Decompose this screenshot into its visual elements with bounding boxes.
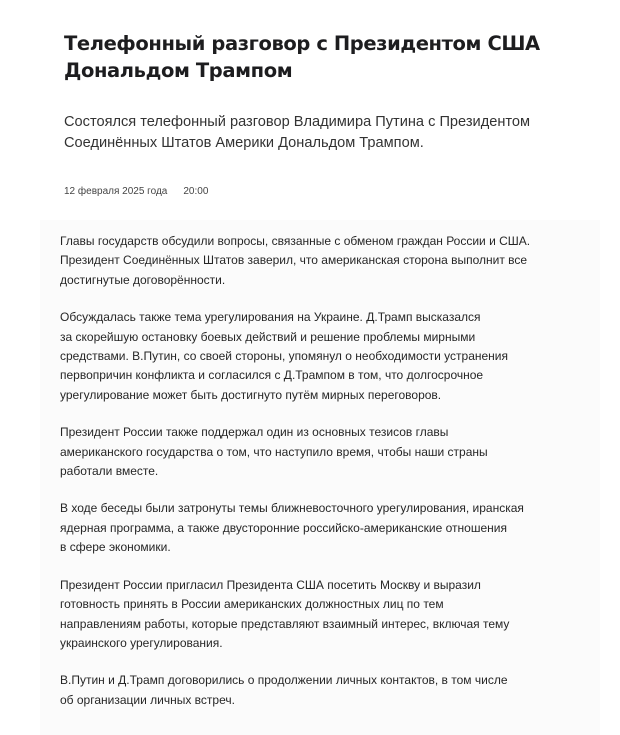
paragraph-line: американского государства о том, что наступило время, чтобы наши страны: [60, 444, 488, 459]
paragraph-line: В.Путин и Д.Трамп договорились о продолжении личных контактов, в том числе: [60, 673, 508, 688]
article-meta: [64, 185, 584, 199]
paragraph-line: Президент России также поддержал один из основных тезисов главы: [60, 425, 449, 440]
article-paragraph: [60, 423, 560, 481]
paragraph-line: средствами. В.Путин, со своей стороны, упомянул о необходимости устранения: [60, 349, 508, 364]
page-title-line-1: Телефонный разговор с Президентом США: [64, 32, 540, 55]
paragraph-line: за скорейшую остановку боевых действий и решение проблемы мирными: [60, 329, 476, 344]
paragraph-line: направлениям работы, которые представляют взаимный интерес, включая тему: [60, 616, 510, 631]
paragraph-line: Обсуждалась также тема урегулирования на Украине. Д.Трамп высказался: [60, 310, 481, 325]
article-paragraph: [60, 576, 560, 654]
article-paragraph: [60, 232, 560, 290]
paragraph-line: первопричин конфликта и согласился с Д.Трампом в том, что долгосрочное: [60, 368, 484, 383]
paragraph-line: Главы государств обсудили вопросы, связанные с обменом граждан России и США.: [60, 234, 531, 248]
paragraph-line: В ходе беседы были затронуты темы ближневосточного урегулирования, иранская: [60, 501, 524, 516]
paragraph-line: урегулирование может быть достигнуто путём мирных переговоров.: [60, 387, 442, 402]
page-title-line-2: Дональдом Трампом: [64, 59, 293, 82]
article-lead-line-2: Соединённых Штатов Америки Дональдом Трампом.: [64, 135, 424, 151]
paragraph-line: достигнутые договорённости.: [60, 272, 226, 287]
article-header: [64, 30, 584, 199]
article-paragraph: [60, 499, 560, 557]
article-body: [60, 232, 560, 728]
paragraph-line: в сфере экономики.: [60, 540, 171, 555]
paragraph-line: Президент России пригласил Президента США посетить Москву и выразил: [60, 577, 481, 592]
paragraph-line: Президент Соединённых Штатов заверил, что американская сторона выполнит все: [60, 253, 528, 268]
paragraph-line: готовность принять в России американских должностных лиц по тем: [60, 597, 444, 612]
publication-date: 12 февраля 2025 года: [64, 186, 168, 197]
page-title: [64, 30, 584, 84]
article-lead: [64, 112, 584, 154]
article-paragraph: [60, 308, 560, 405]
paragraph-line: об организации личных встреч.: [60, 692, 235, 707]
paragraph-line: ядерная программа, а также двусторонние российско-американские отношения: [60, 520, 507, 535]
article-paragraph: [60, 671, 560, 710]
publication-time: 20:00: [183, 186, 209, 197]
article-lead-line-1: Состоялся телефонный разговор Владимира Путина с Президентом: [64, 114, 531, 130]
paragraph-line: работали вместе.: [60, 464, 159, 479]
paragraph-line: украинского урегулирования.: [60, 635, 223, 650]
